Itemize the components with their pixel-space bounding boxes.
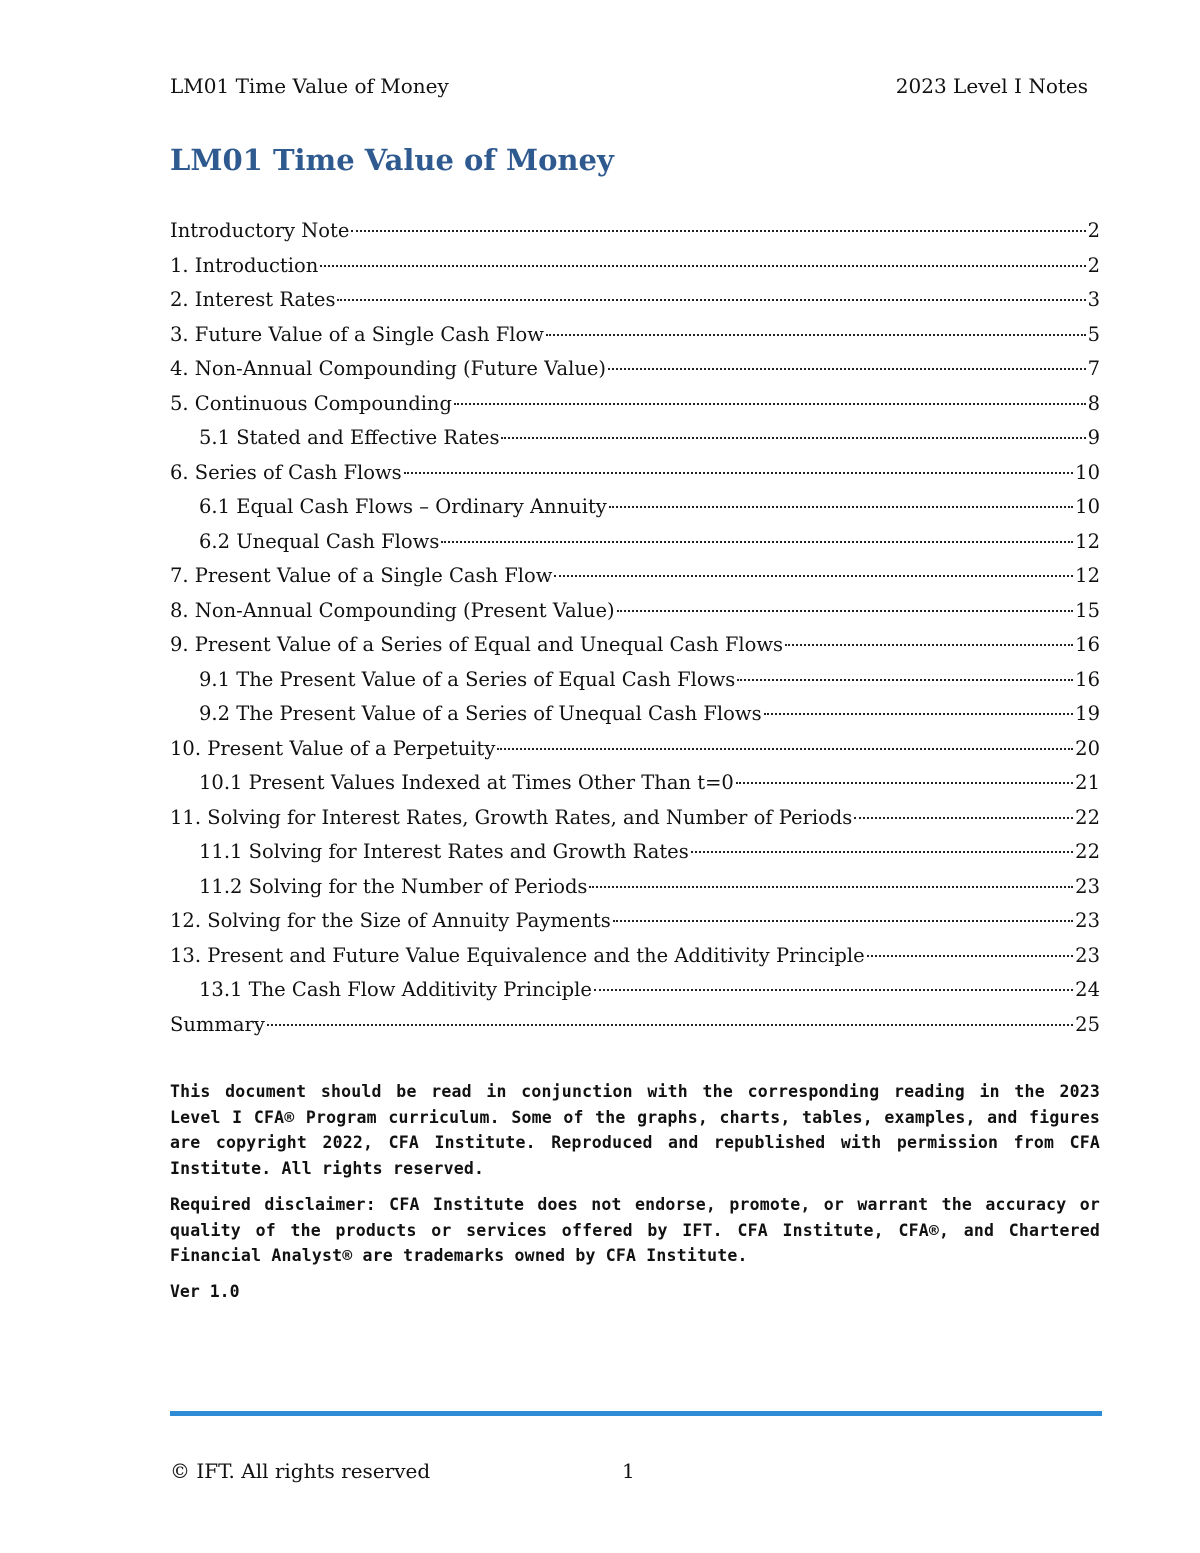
toc-entry[interactable] (170, 631, 1100, 666)
running-header-level: 2023 Level I Notes (895, 74, 1088, 98)
toc-entry[interactable] (170, 252, 1100, 287)
toc-entry-label: 11.2 Solving for the Number of Periods (199, 874, 588, 898)
toc-entry-page: 10 (1075, 460, 1100, 484)
toc-entry-page: 8 (1087, 391, 1100, 415)
toc-entry[interactable] (170, 666, 1100, 701)
toc-entry-label: Summary (170, 1012, 265, 1036)
document-title: LM01 Time Value of Money (170, 143, 614, 177)
toc-dot-leader (351, 230, 1085, 232)
toc-entry-label: 9. Present Value of a Series of Equal and Unequal Cash Flows (170, 633, 784, 656)
toc-entry-label: 11.1 Solving for Interest Rates and Growth Rates (199, 840, 689, 863)
toc-entry-label: 3. Future Value of a Single Cash Flow (170, 322, 544, 346)
required-disclaimer: Required disclaimer: CFA Institute does not endorse, promote, or warrant the accuracy or quality of the products or services offered by IFT. CFA Institute, CFA®, and Chartered Financial Analyst® are trademarks owned by CFA Institute. (170, 1195, 1100, 1265)
toc-entry-page: 3 (1087, 288, 1100, 311)
toc-entry-page: 16 (1075, 633, 1100, 656)
toc-entry-page: 22 (1075, 805, 1100, 829)
toc-entry-label: 12. Solving for the Size of Annuity Payments (170, 909, 611, 932)
toc-dot-leader (609, 506, 1073, 508)
toc-entry-label: 2. Interest Rates (170, 288, 336, 311)
toc-entry-page: 23 (1075, 909, 1100, 932)
toc-entry[interactable] (170, 700, 1100, 735)
toc-dot-leader (404, 472, 1073, 474)
toc-entry[interactable] (170, 597, 1100, 632)
toc-entry[interactable] (170, 838, 1100, 873)
toc-entry[interactable] (170, 907, 1100, 942)
toc-dot-leader (854, 817, 1073, 819)
toc-dot-leader (594, 989, 1073, 991)
toc-entry-label: 5. Continuous Compounding (170, 391, 452, 415)
toc-entry-label: 10.1 Present Values Indexed at Times Other Than t=0 (199, 771, 734, 794)
toc-dot-leader (441, 541, 1073, 543)
footer-page-number: 1 (622, 1459, 635, 1483)
toc-dot-leader (613, 920, 1073, 922)
toc-entry[interactable] (170, 769, 1100, 804)
toc-dot-leader (867, 955, 1074, 957)
toc-entry-label: 11. Solving for Interest Rates, Growth Rates, and Number of Periods (170, 805, 853, 829)
toc-dot-leader (320, 265, 1085, 267)
toc-entry-page: 22 (1075, 840, 1100, 863)
toc-entry-label: 13. Present and Future Value Equivalence and the Additivity Principle (170, 943, 865, 967)
toc-dot-leader (267, 1024, 1073, 1026)
toc-entry-label: 6. Series of Cash Flows (170, 460, 402, 484)
toc-entry-page: 16 (1075, 667, 1100, 691)
toc-entry-label: 9.2 The Present Value of a Series of Unequal Cash Flows (199, 702, 762, 725)
toc-dot-leader (764, 713, 1074, 715)
toc-entry[interactable] (170, 804, 1100, 839)
toc-entry[interactable] (170, 355, 1100, 390)
toc-entry[interactable] (170, 321, 1100, 356)
toc-entry[interactable] (170, 493, 1100, 528)
toc-entry[interactable] (170, 424, 1100, 459)
toc-entry-page: 24 (1075, 978, 1100, 1001)
toc-entry-page: 12 (1075, 529, 1100, 553)
toc-dot-leader (501, 437, 1085, 439)
toc-dot-leader (608, 368, 1086, 370)
toc-entry[interactable] (170, 459, 1100, 494)
toc-dot-leader (589, 886, 1073, 888)
toc-entry-label: 6.2 Unequal Cash Flows (199, 529, 440, 553)
version-label: Ver 1.0 (170, 1282, 240, 1301)
toc-entry-page: 2 (1087, 219, 1100, 242)
toc-dot-leader (554, 575, 1073, 577)
toc-entry-label: 10. Present Value of a Perpetuity (170, 736, 496, 760)
toc-dot-leader (454, 403, 1086, 405)
toc-entry-label: 8. Non-Annual Compounding (Present Value) (170, 598, 615, 622)
toc-entry[interactable] (170, 286, 1100, 321)
toc-dot-leader (617, 610, 1074, 612)
toc-entry-label: Introductory Note (170, 219, 350, 242)
toc-entry-label: 9.1 The Present Value of a Series of Equal Cash Flows (199, 667, 736, 691)
toc-entry-page: 23 (1075, 943, 1100, 967)
toc-entry-label: 5.1 Stated and Effective Rates (199, 426, 500, 449)
toc-entry-page: 23 (1075, 874, 1100, 898)
toc-entry-label: 6.1 Equal Cash Flows – Ordinary Annuity (199, 495, 607, 518)
toc-entry[interactable] (170, 217, 1100, 252)
toc-entry-label: 1. Introduction (170, 253, 319, 277)
toc-entry-label: 4. Non-Annual Compounding (Future Value) (170, 357, 607, 380)
toc-dot-leader (546, 334, 1086, 336)
toc-dot-leader (497, 748, 1073, 750)
running-header-title: LM01 Time Value of Money (170, 74, 449, 98)
toc-entry-page: 21 (1075, 771, 1100, 794)
toc-entry[interactable] (170, 390, 1100, 425)
toc-entry-page: 2 (1087, 253, 1100, 277)
toc-dot-leader (337, 299, 1085, 301)
toc-entry-page: 5 (1087, 322, 1100, 346)
toc-dot-leader (737, 679, 1073, 681)
toc-entry-page: 9 (1087, 426, 1100, 449)
toc-entry[interactable] (170, 735, 1100, 770)
toc-entry-page: 25 (1075, 1012, 1100, 1036)
toc-entry[interactable] (170, 1011, 1100, 1046)
copyright-notice: This document should be read in conjunction with the corresponding reading in the 2023 Level I CFA® Program curriculum. Some of the graphs, charts, tables, examples, and figures are copyright 2022, CFA Institute. Reproduced and republished with permission from CFA Institute. All rights reserved. (170, 1082, 1100, 1178)
toc-entry-label: 13.1 The Cash Flow Additivity Principle (199, 978, 592, 1001)
toc-entry[interactable] (170, 942, 1100, 977)
toc-entry[interactable] (170, 562, 1100, 597)
toc-entry-page: 20 (1075, 736, 1100, 760)
toc-entry[interactable] (170, 873, 1100, 908)
toc-entry-page: 12 (1075, 564, 1100, 587)
toc-dot-leader (691, 851, 1073, 853)
toc-entry-page: 19 (1075, 702, 1100, 725)
toc-entry-page: 7 (1087, 357, 1100, 380)
toc-dot-leader (736, 782, 1073, 784)
table-of-contents (170, 217, 1100, 1045)
toc-entry[interactable] (170, 528, 1100, 563)
toc-entry[interactable] (170, 976, 1100, 1011)
toc-entry-page: 10 (1075, 495, 1100, 518)
toc-dot-leader (785, 644, 1073, 646)
footer-divider (170, 1411, 1102, 1416)
footer-copyright: © IFT. All rights reserved (170, 1459, 431, 1483)
toc-entry-page: 15 (1075, 598, 1100, 622)
toc-entry-label: 7. Present Value of a Single Cash Flow (170, 564, 553, 587)
